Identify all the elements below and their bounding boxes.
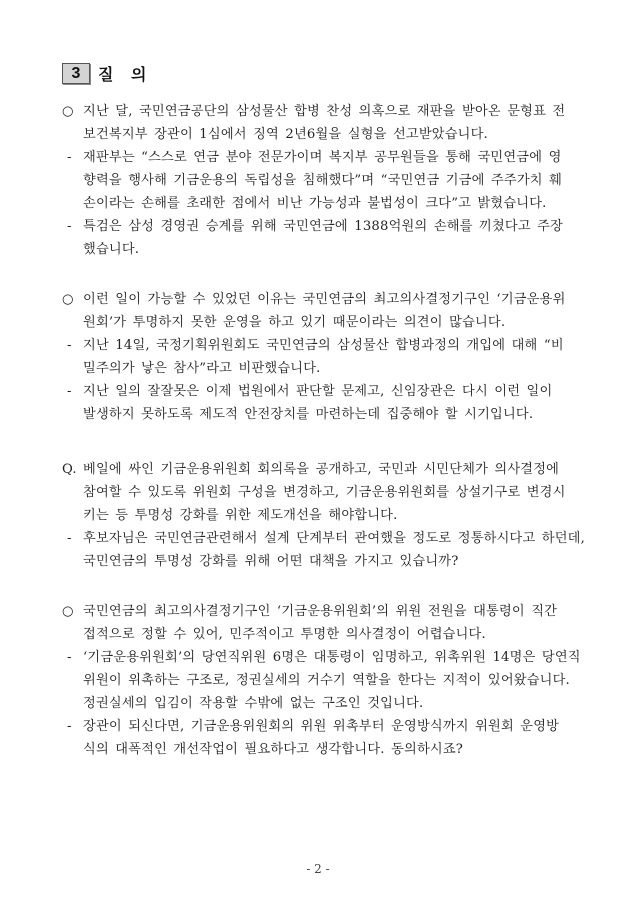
dash-bullet-icon: - (67, 531, 72, 546)
paragraph-line: ○ 이런 일이 가능할 수 있었던 이유는 국민연금의 최고의사결정기구인 ‘기금운용위 (62, 288, 582, 311)
paragraph-block-2 (62, 288, 582, 426)
paragraph-line: Q. 베일에 싸인 기금운용위원회 회의록을 공개하고, 국민과 시민단체가 의사결정에 (62, 458, 582, 481)
paragraph-line: - 특검은 삼성 경영권 승계를 위해 국민연금에 1388억원의 손해를 끼쳤다고 주장 (62, 215, 582, 238)
dash-bullet-icon: - (67, 219, 72, 234)
paragraph-line: 참여할 수 있도록 위원회 구성을 변경하고, 기금운용위원회를 상설기구로 변경시 (83, 485, 566, 500)
paragraph-line: 보건복지부 장관이 1심에서 징역 2년6월을 실형을 선고받았습니다. (83, 127, 488, 142)
dash-bullet-icon: - (67, 384, 72, 399)
question-block (62, 458, 586, 573)
paragraph-line: - 장관이 되신다면, 기금운용위원회의 위원 위촉부터 운영방식까지 위원회 운영방 (62, 715, 582, 738)
question-marker: Q. (62, 462, 77, 477)
circle-bullet-icon: ○ (62, 604, 74, 619)
section-heading (62, 62, 152, 85)
paragraph-line: 위원이 위촉하는 구조로, 정권실세의 거수기 역할을 한다는 지적이 있어왔습니다. (83, 673, 570, 688)
circle-bullet-icon: ○ (62, 104, 74, 119)
dash-bullet-icon: - (67, 650, 72, 665)
paragraph-line: 손이라는 손해를 초래한 점에서 비난 가능성과 불법성이 크다”고 밝혔습니다. (83, 196, 547, 211)
paragraph-line: 발생하지 못하도록 제도적 안전장치를 마련하는데 집중해야 할 시기입니다. (83, 407, 534, 422)
paragraph-line: ○ 국민연금의 최고의사결정기구인 ‘기금운용위원회’의 위원 전원을 대통령이 직간 (62, 600, 582, 623)
paragraph-line: 접적으로 정할 수 있어, 민주적이고 투명한 의사결정이 어렵습니다. (83, 627, 486, 642)
paragraph-line: 했습니다. (83, 242, 140, 257)
paragraph-line: - 재판부는 “스스로 연금 분야 전문가이며 복지부 공무원들을 통해 국민연금에 영 (62, 146, 582, 169)
paragraph-line: 키는 등 투명성 강화를 위한 제도개선을 해야합니다. (83, 508, 398, 523)
paragraph-block-4 (62, 600, 582, 761)
dash-bullet-icon: - (67, 150, 72, 165)
dash-bullet-icon: - (67, 338, 72, 353)
section-title: 질 의 (98, 65, 153, 84)
paragraph-line: 원회’가 투명하지 못한 운영을 하고 있기 때문이라는 의견이 많습니다. (83, 315, 506, 330)
page-number: - 2 - (306, 862, 330, 876)
paragraph-line: 향력을 행사해 기금운용의 독립성을 침해했다”며 “국민연금 기금에 주주가치 훼 (83, 173, 563, 188)
paragraph-line: 밀주의가 낳은 참사”라고 비판했습니다. (83, 361, 321, 376)
paragraph-line: - 지난 일의 잘잘못은 이제 법원에서 판단할 문제고, 신임장관은 다시 이런 일이 (62, 380, 582, 403)
dash-bullet-icon: - (67, 719, 72, 734)
circle-bullet-icon: ○ (62, 292, 74, 307)
section-number-box: 3 (62, 63, 90, 84)
paragraph-line: - 후보자님은 국민연금관련해서 설계 단계부터 관여했을 정도로 정통하시다고 하던데, (62, 527, 582, 550)
paragraph-line: 국민연금의 투명성 강화를 위해 어떤 대책을 가지고 있습니까? (83, 554, 459, 569)
paragraph-line: - ‘기금운용위원회’의 당연직위원 6명은 대통령이 임명하고, 위촉위원 14명은 당연직 (62, 646, 582, 669)
paragraph-line: - 지난 14일, 국정기획위원회도 국민연금의 삼성물산 합병과정의 개입에 대해 “비 (62, 334, 582, 357)
paragraph-line: ○ 지난 달, 국민연금공단의 삼성물산 합병 찬성 의혹으로 재판을 받아온 문형표 전 (62, 100, 582, 123)
paragraph-line: 식의 대폭적인 개선작업이 필요하다고 생각합니다. 동의하시죠? (83, 742, 464, 757)
paragraph-line: 정권실세의 입김이 작용할 수밖에 없는 구조인 것입니다. (83, 696, 424, 711)
paragraph-block-1 (62, 100, 582, 261)
